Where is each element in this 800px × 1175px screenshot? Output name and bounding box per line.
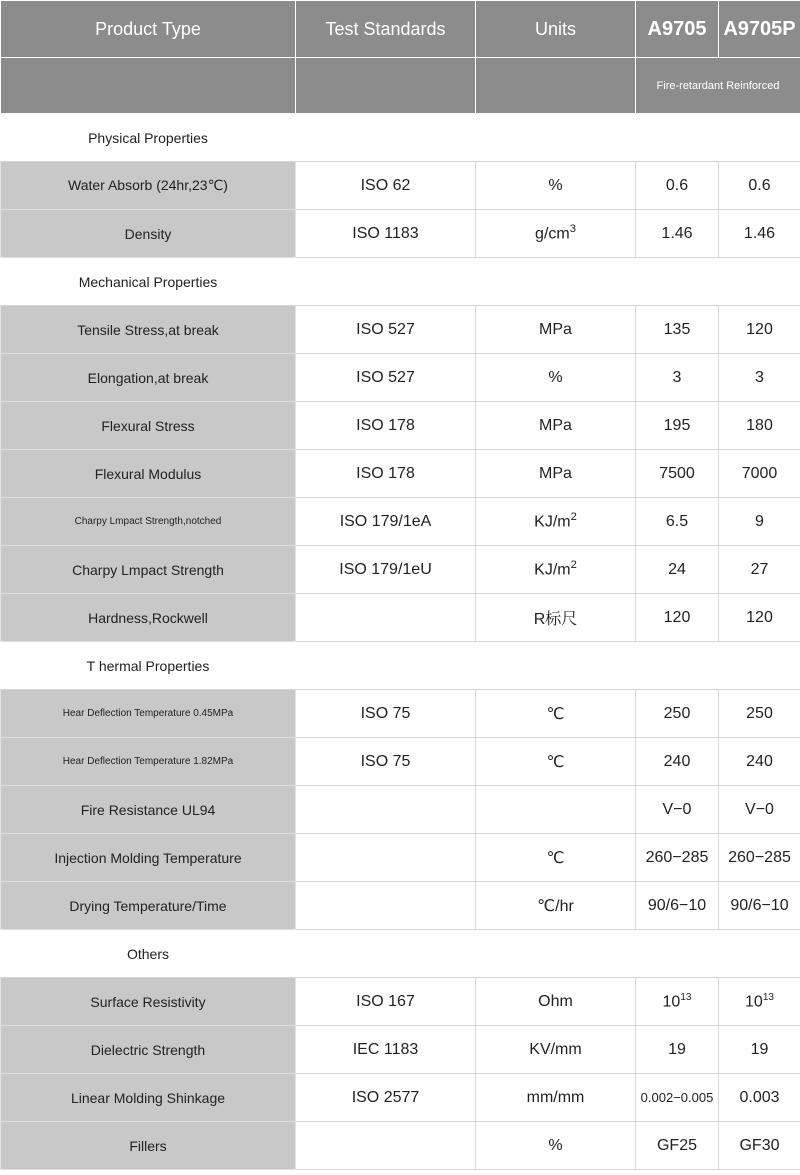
table-row xyxy=(1,498,800,546)
value-text: 195 xyxy=(663,416,691,434)
test-standard xyxy=(296,1122,476,1170)
value-model-2 xyxy=(719,690,800,738)
test-standard: ISO 75 xyxy=(296,738,476,786)
test-standard: ISO 179/1eA xyxy=(296,498,476,546)
property-name: Elongation,at break xyxy=(1,354,296,402)
unit-text: KJ/m xyxy=(534,513,571,531)
unit-text: MPa xyxy=(539,320,572,338)
unit-text: KV/mm xyxy=(529,1040,582,1058)
value-text: 120 xyxy=(746,608,773,626)
value-text: 1.46 xyxy=(743,224,776,242)
value-model-2 xyxy=(719,978,800,1026)
value-text: 7500 xyxy=(659,464,695,482)
value-model-1 xyxy=(636,402,719,450)
test-standard: IEC 1183 xyxy=(296,1026,476,1074)
value-text: 6.5 xyxy=(665,512,689,530)
test-standards-header: Test Standards xyxy=(296,1,476,58)
value-text: 10 xyxy=(662,993,681,1011)
section-spacer xyxy=(296,114,800,162)
test-standard: ISO 178 xyxy=(296,402,476,450)
model-2-header: A9705P xyxy=(719,1,800,58)
property-name: Dielectric Strength xyxy=(1,1026,296,1074)
value-text: 7000 xyxy=(741,464,778,482)
value-text: 240 xyxy=(663,752,691,770)
unit-cell xyxy=(476,786,636,834)
subheader-blank-3 xyxy=(476,58,636,114)
test-standard xyxy=(296,786,476,834)
unit-cell xyxy=(476,450,636,498)
unit-text: MPa xyxy=(539,464,572,482)
property-name: Linear Molding Shinkage xyxy=(1,1074,296,1122)
value-model-2 xyxy=(719,354,800,402)
table-row xyxy=(1,402,800,450)
test-standard: ISO 527 xyxy=(296,354,476,402)
property-name: Fillers xyxy=(1,1122,296,1170)
table-row xyxy=(1,210,800,258)
value-exponent: 13 xyxy=(680,991,692,1003)
value-text: 180 xyxy=(746,416,773,434)
value-model-1 xyxy=(636,498,719,546)
unit-exponent: 2 xyxy=(570,511,577,524)
unit-text: % xyxy=(548,1136,563,1154)
unit-text: R标尺 xyxy=(533,611,578,628)
table-row xyxy=(1,1026,800,1074)
value-text: 0.6 xyxy=(748,176,771,194)
value-text: 0.002−0.005 xyxy=(640,1090,714,1105)
section-spacer xyxy=(296,258,800,306)
unit-cell xyxy=(476,546,636,594)
product-type-header: Product Type xyxy=(1,1,296,58)
unit-text: g/cm xyxy=(535,225,570,243)
unit-text: % xyxy=(548,176,563,194)
value-text: 24 xyxy=(668,560,686,578)
table-row xyxy=(1,306,800,354)
subheader-blank-1 xyxy=(1,58,296,114)
section-header-row xyxy=(1,258,800,306)
value-model-2 xyxy=(719,162,800,210)
unit-text: % xyxy=(548,368,563,386)
table-row xyxy=(1,354,800,402)
test-standard: ISO 527 xyxy=(296,306,476,354)
product-subtitle: Fire-retardant Reinforced xyxy=(636,58,800,114)
value-model-2 xyxy=(719,450,800,498)
value-model-1 xyxy=(636,450,719,498)
table-row xyxy=(1,690,800,738)
test-standard: ISO 75 xyxy=(296,690,476,738)
unit-cell xyxy=(476,1074,636,1122)
unit-cell xyxy=(476,498,636,546)
value-model-1 xyxy=(636,978,719,1026)
value-model-1 xyxy=(636,786,719,834)
value-text: 10 xyxy=(745,993,763,1011)
value-text: 9 xyxy=(755,512,764,530)
value-text: 0.003 xyxy=(739,1088,780,1106)
section-title: T hermal Properties xyxy=(1,642,296,690)
test-standard: ISO 178 xyxy=(296,450,476,498)
value-text: 260−285 xyxy=(728,848,791,866)
unit-cell xyxy=(476,1122,636,1170)
test-standard xyxy=(296,882,476,930)
model-1-header: A9705 xyxy=(636,1,719,58)
value-model-2 xyxy=(719,498,800,546)
unit-text: Ohm xyxy=(538,992,573,1010)
unit-text: MPa xyxy=(539,416,572,434)
value-model-2 xyxy=(719,1026,800,1074)
property-name: Hear Deflection Temperature 0.45MPa xyxy=(1,690,296,738)
value-model-2 xyxy=(719,210,800,258)
value-text: 90/6−10 xyxy=(730,896,789,914)
test-standard: ISO 2577 xyxy=(296,1074,476,1122)
value-exponent: 13 xyxy=(762,991,774,1003)
unit-cell xyxy=(476,306,636,354)
property-name: Tensile Stress,at break xyxy=(1,306,296,354)
value-model-1 xyxy=(636,690,719,738)
value-text: 250 xyxy=(746,704,773,722)
value-text: 135 xyxy=(663,320,691,338)
unit-cell xyxy=(476,882,636,930)
unit-cell xyxy=(476,738,636,786)
table-row xyxy=(1,450,800,498)
section-title: Others xyxy=(1,930,296,978)
subheader-blank-2 xyxy=(296,58,476,114)
table-row xyxy=(1,546,800,594)
section-header-row xyxy=(1,642,800,690)
unit-cell xyxy=(476,210,636,258)
value-text: 120 xyxy=(746,320,773,338)
unit-text: ℃ xyxy=(546,705,565,723)
property-name: Fire Resistance UL94 xyxy=(1,786,296,834)
value-model-2 xyxy=(719,1074,800,1122)
unit-cell xyxy=(476,162,636,210)
value-model-1 xyxy=(636,1026,719,1074)
value-text: 19 xyxy=(668,1040,686,1058)
unit-text: mm/mm xyxy=(526,1088,585,1106)
table-row xyxy=(1,786,800,834)
section-title: Mechanical Properties xyxy=(1,258,296,306)
unit-text: ℃ xyxy=(546,849,565,867)
unit-cell xyxy=(476,402,636,450)
property-name: Charpy Lmpact Strength,notched xyxy=(1,498,296,546)
value-model-2 xyxy=(719,738,800,786)
property-name: Density xyxy=(1,210,296,258)
unit-cell xyxy=(476,834,636,882)
unit-cell xyxy=(476,594,636,642)
property-name: Charpy Lmpact Strength xyxy=(1,546,296,594)
value-model-1 xyxy=(636,354,719,402)
unit-exponent: 2 xyxy=(570,559,577,572)
test-standard: ISO 62 xyxy=(296,162,476,210)
value-model-2 xyxy=(719,402,800,450)
value-text: 19 xyxy=(750,1040,769,1058)
value-model-2 xyxy=(719,1122,800,1170)
value-text: 27 xyxy=(750,560,769,578)
unit-exponent: 3 xyxy=(569,223,576,236)
value-model-1 xyxy=(636,738,719,786)
units-header: Units xyxy=(476,1,636,58)
unit-cell xyxy=(476,690,636,738)
value-model-1 xyxy=(636,306,719,354)
property-name: Flexural Modulus xyxy=(1,450,296,498)
value-text: 250 xyxy=(663,704,691,722)
value-model-2 xyxy=(719,834,800,882)
unit-text: KJ/m xyxy=(534,561,571,579)
value-model-2 xyxy=(719,786,800,834)
test-standard: ISO 179/1eU xyxy=(296,546,476,594)
unit-cell xyxy=(476,1026,636,1074)
property-name: Hardness,Rockwell xyxy=(1,594,296,642)
property-name: Hear Deflection Temperature 1.82MPa xyxy=(1,738,296,786)
table-row xyxy=(1,834,800,882)
value-text: GF30 xyxy=(739,1136,780,1154)
value-text: V−0 xyxy=(662,800,692,818)
header-row xyxy=(1,1,800,58)
value-text: 3 xyxy=(755,368,764,386)
value-model-2 xyxy=(719,882,800,930)
test-standard: ISO 167 xyxy=(296,978,476,1026)
value-model-1 xyxy=(636,210,719,258)
unit-cell xyxy=(476,978,636,1026)
value-model-1 xyxy=(636,834,719,882)
test-standard: ISO 1183 xyxy=(296,210,476,258)
table-row xyxy=(1,1122,800,1170)
section-spacer xyxy=(296,642,800,690)
property-name: Surface Resistivity xyxy=(1,978,296,1026)
value-model-1 xyxy=(636,882,719,930)
property-name: Water Absorb (24hr,23℃) xyxy=(1,162,296,210)
value-model-2 xyxy=(719,594,800,642)
value-model-1 xyxy=(636,1074,719,1122)
section-header-row xyxy=(1,930,800,978)
table-row xyxy=(1,738,800,786)
table-row xyxy=(1,882,800,930)
value-text: 90/6−10 xyxy=(647,896,707,914)
value-model-1 xyxy=(636,1122,719,1170)
value-model-2 xyxy=(719,546,800,594)
section-title: Physical Properties xyxy=(1,114,296,162)
value-model-1 xyxy=(636,162,719,210)
value-text: GF25 xyxy=(656,1136,697,1154)
value-text: 240 xyxy=(746,752,773,770)
property-name: Flexural Stress xyxy=(1,402,296,450)
value-model-1 xyxy=(636,594,719,642)
value-model-2 xyxy=(719,306,800,354)
table-row xyxy=(1,594,800,642)
test-standard xyxy=(296,834,476,882)
table-row xyxy=(1,978,800,1026)
table-row xyxy=(1,162,800,210)
value-text: V−0 xyxy=(745,800,774,818)
unit-text: ℃ xyxy=(546,753,565,771)
value-text: 1.46 xyxy=(661,224,693,242)
property-name: Drying Temperature/Time xyxy=(1,882,296,930)
value-model-1 xyxy=(636,546,719,594)
test-standard xyxy=(296,594,476,642)
value-text: 3 xyxy=(672,368,682,386)
subheader-row xyxy=(1,58,800,114)
section-spacer xyxy=(296,930,800,978)
unit-cell xyxy=(476,354,636,402)
property-name: Injection Molding Temperature xyxy=(1,834,296,882)
section-header-row xyxy=(1,114,800,162)
value-text: 120 xyxy=(663,608,691,626)
table-row xyxy=(1,1074,800,1122)
unit-text: ℃/hr xyxy=(537,897,574,915)
value-text: 0.6 xyxy=(665,176,689,194)
value-text: 260−285 xyxy=(645,848,709,866)
